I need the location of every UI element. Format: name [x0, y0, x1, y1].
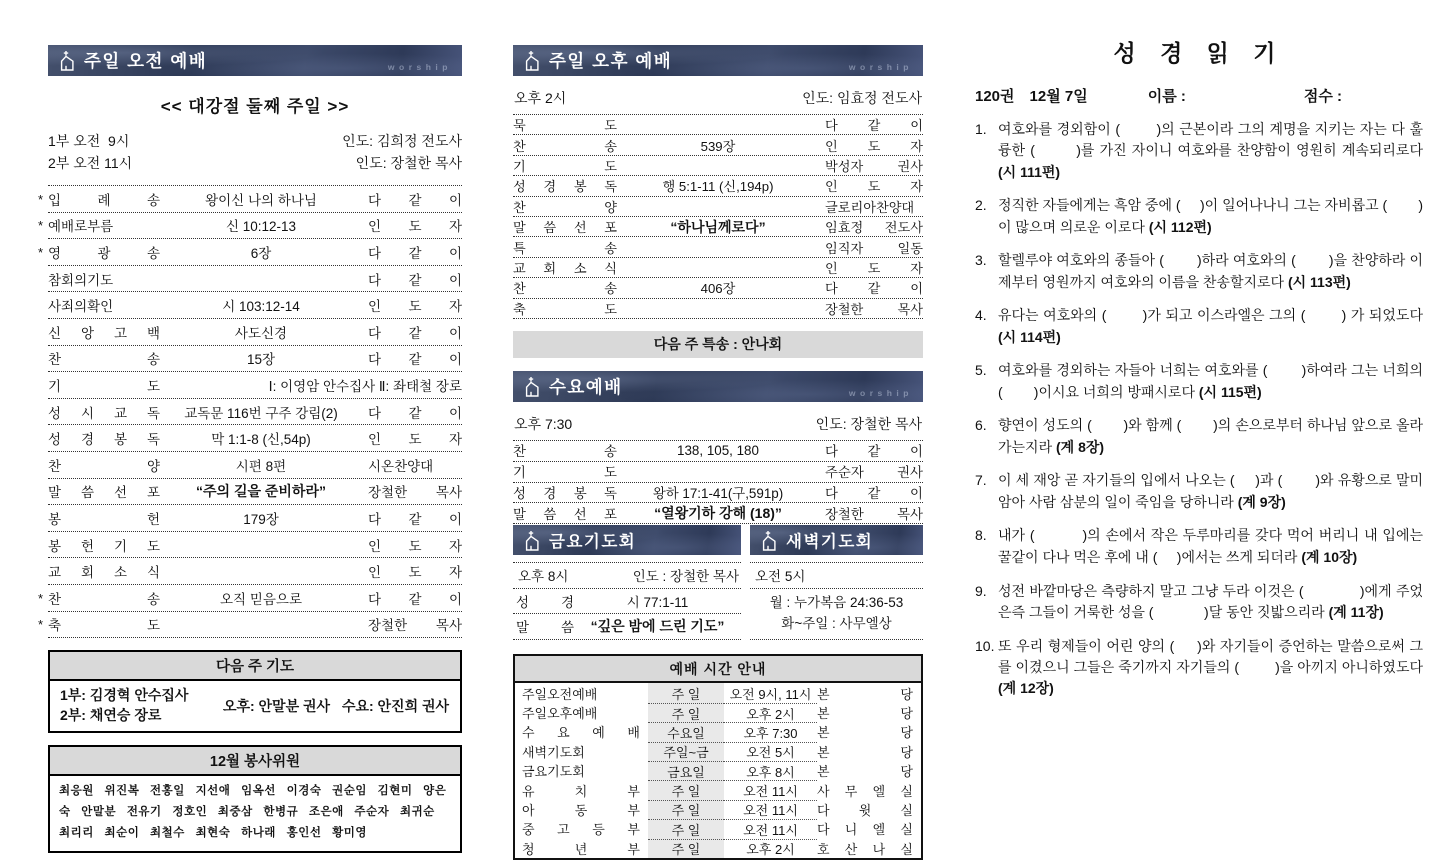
service-place-cell	[817, 819, 921, 838]
service-name: 금요기도회	[522, 764, 585, 780]
friday-scripture: 시 77:1-11	[626, 594, 689, 610]
service-part-1-leader: 인도: 김희정 전도사	[342, 133, 462, 149]
service-time-row	[515, 742, 921, 761]
service-name-cell	[515, 742, 640, 761]
order-item-label: 찬 양	[48, 458, 160, 474]
question-text: 내가 ( )의 손에서 작은 두루마리를 갖다 먹어 버리니 내 입에는 꿀같이 다나 먹은 후에 내 ( )에서는 쓰게 되더라	[998, 527, 1427, 565]
standing-marker: *	[38, 590, 44, 606]
order-item-content: 오직 믿음으로	[220, 591, 302, 607]
order-item-label: 기 도	[513, 158, 617, 174]
afternoon-service-banner	[513, 45, 923, 76]
order-item-person: 다 같 이	[825, 485, 923, 501]
afternoon-info	[514, 88, 922, 108]
order-item-content: 시편 8편	[235, 458, 287, 474]
scripture-reference: (시 111편)	[998, 163, 1061, 180]
order-row	[48, 346, 462, 373]
order-item-label: 성 경 봉 독	[513, 179, 617, 195]
next-week-prayer-title: 다음 주 기도	[50, 652, 460, 681]
order-item-person: 인 도 자	[368, 432, 462, 448]
order-row	[513, 278, 923, 298]
order-item-label: 신 앙 고 백	[48, 325, 160, 341]
dawn-weekday-reading: 화~주일 : 사무엘상	[781, 615, 892, 631]
service-part-1: 1부 오전 9시	[48, 133, 130, 149]
order-item-label: 교 회 소 식	[48, 565, 160, 581]
dawn-time: 오전 5시	[755, 569, 806, 585]
order-item-person: 시온찬양대	[368, 458, 434, 474]
friday-prayer-banner	[513, 525, 741, 555]
bible-reading-section	[975, 28, 1427, 712]
service-times-rows	[515, 683, 921, 858]
afternoon-time: 오후 2시	[514, 90, 567, 106]
bible-reading-header	[975, 85, 1423, 106]
scripture-reference: (시 112편)	[1148, 218, 1212, 235]
service-schedule-line	[48, 130, 462, 152]
order-item-person: 다 같 이	[368, 272, 462, 288]
service-place: 호 산 나 실	[817, 841, 913, 857]
service-place-cell	[817, 761, 921, 780]
service-place: 본 당	[817, 686, 913, 702]
service-place-cell	[817, 722, 921, 741]
service-schedule-line	[48, 152, 462, 174]
service-time: 오전 5시	[724, 742, 817, 761]
order-row	[48, 292, 462, 319]
friday-time-row	[513, 563, 741, 589]
order-item-label: 기 도	[48, 378, 160, 394]
question-number: 7.	[975, 472, 987, 489]
order-item-person: 장철한 목사	[368, 618, 462, 634]
order-item-person: 다 같 이	[368, 192, 462, 208]
order-item-label: 찬 송	[48, 352, 160, 368]
friday-time: 오후 8시	[518, 569, 569, 585]
order-item-label: 묵 도	[513, 118, 617, 134]
section-title: 수요예배	[549, 376, 623, 397]
service-day: 주 일	[648, 819, 724, 838]
order-item-person: 인 도 자	[368, 538, 462, 554]
order-item-content: 138, 105, 180	[677, 443, 759, 459]
order-row	[48, 425, 462, 452]
question-text: 여호와를 경외함이 ( )의 근본이라 그의 계명을 지키는 자는 다 훌륭한 ( )를 가진 자이니 여호와를 찬양함이 영원히 계속되리로다	[998, 121, 1427, 159]
order-item-label: 찬 송	[513, 444, 617, 460]
service-time-row	[515, 722, 921, 741]
order-item-person: 다 같 이	[368, 591, 462, 607]
service-times-title: 예배 시간 안내	[515, 656, 921, 683]
order-row	[38, 213, 462, 240]
wednesday-leader: 인도: 장철한 목사	[815, 415, 922, 432]
section-title: 주일 오후 예배	[549, 51, 673, 71]
service-place-cell	[817, 800, 921, 819]
order-item-person: 다 같 이	[368, 511, 462, 527]
bible-question	[975, 360, 1427, 403]
order-item-content: 신 10:12-13	[225, 219, 297, 235]
church-icon	[524, 530, 541, 551]
order-row	[48, 505, 462, 532]
service-time: 오전 11시	[724, 800, 817, 819]
service-time: 오후 7:30	[724, 722, 817, 741]
volunteers-names: 최응원 위진복 전홍일 지선애 임옥선 이경숙 권순임 김현미 양은숙 안말분 전유기 정호인 최중삼 한병규 조은애 주순자 최귀순 최리리 최순이 최철수 최현숙 하나래 홍인선 황미영	[59, 785, 447, 839]
prayer-banners-row	[513, 525, 923, 555]
service-place-cell	[817, 683, 921, 702]
church-icon	[761, 530, 778, 551]
service-day: 주 일	[648, 839, 724, 858]
bible-question	[975, 525, 1427, 568]
service-name-cell	[515, 819, 640, 838]
next-week-part2: 2부: 채연승 장로	[60, 706, 162, 723]
question-number: 9.	[975, 582, 987, 599]
section-title: 새벽기도회	[786, 533, 874, 552]
service-time-row	[515, 800, 921, 819]
standing-marker: *	[38, 617, 44, 633]
bible-question	[975, 470, 1423, 513]
service-place: 본 당	[817, 725, 913, 741]
order-item-label: 말 씀 선 포	[513, 506, 617, 522]
order-item-person: 다 같 이	[368, 405, 462, 421]
service-place: 다 니 엘 실	[817, 822, 913, 838]
order-item-person: 장철한 목사	[368, 485, 462, 501]
service-time: 오후 2시	[724, 839, 817, 858]
order-item-person: 임효정 전도사	[825, 220, 923, 236]
question-text: 향연이 성도의 ( )와 함께 ( )의 손으로부터 하나님 앞으로 올라가는지라	[998, 417, 1423, 455]
morning-order-of-worship	[38, 185, 462, 638]
bible-questions-list	[975, 119, 1427, 699]
morning-service-banner	[48, 45, 462, 76]
worship-watermark: worship	[848, 62, 913, 72]
order-item-person: 다 같 이	[368, 245, 462, 261]
section-title: 금요기도회	[549, 533, 637, 552]
bible-question	[975, 195, 1423, 238]
church-icon	[524, 50, 541, 71]
afternoon-order-of-worship	[513, 114, 923, 319]
order-item-content: 시 103:12-14	[222, 299, 300, 315]
bible-question	[975, 636, 1427, 700]
service-time: 오전 9시, 11시	[729, 686, 812, 702]
service-name: 주일오전예배	[522, 686, 598, 702]
name-label: 이름 :	[1147, 88, 1186, 105]
service-day: 주 일	[648, 800, 724, 819]
bible-question	[975, 305, 1427, 348]
dawn-time-row	[750, 563, 923, 589]
order-item-label: 예배로부름	[48, 219, 114, 235]
order-item-label: 축 도	[513, 301, 617, 317]
service-place-cell	[817, 780, 921, 799]
order-row	[38, 239, 462, 266]
scripture-reference: (계 12장)	[998, 680, 1054, 697]
service-time: 오후 2시	[724, 703, 817, 722]
order-item-label: 봉 헌	[48, 511, 160, 527]
friday-message: “깊은 밤에 드린 기도”	[590, 618, 725, 635]
church-icon	[524, 376, 541, 397]
dawn-prayer-details	[750, 562, 923, 640]
order-item-label: 성 경 봉 독	[513, 485, 617, 501]
order-item-person: 인 도 자	[368, 565, 462, 581]
service-day: 주일~금	[648, 742, 724, 761]
order-row	[513, 258, 923, 278]
question-number: 5.	[975, 362, 987, 379]
friday-leader: 인도 : 장철한 목사	[632, 569, 739, 585]
order-item-person: 장철한 목사	[825, 301, 923, 317]
service-time: 오후 8시	[724, 761, 817, 780]
order-item-label: 교 회 소 식	[513, 260, 617, 276]
order-row	[38, 585, 462, 612]
order-item-person: 다 같 이	[825, 444, 923, 460]
standing-marker: *	[38, 245, 44, 261]
service-place-cell	[817, 742, 921, 761]
service-name-cell	[515, 761, 640, 780]
order-item-content: “주의 길을 준비하라”	[196, 483, 326, 500]
service-time-row	[515, 819, 921, 838]
service-day: 금요일	[648, 761, 724, 780]
order-item-label: 봉 헌 기 도	[48, 538, 160, 554]
standing-marker: *	[38, 191, 44, 207]
order-item-label: 성 경 봉 독	[48, 432, 160, 448]
question-text: 이 세 재앙 곧 자기들의 입에서 나오는 ( )과 ( )와 유황으로 말미암아 사람 삼분의 일이 죽임을 당하니라	[998, 472, 1423, 510]
order-item-person: 인 도 자	[368, 299, 462, 315]
next-week-prayer-body	[50, 681, 460, 731]
next-week-special-song: 다음 주 특송 : 안나회	[513, 331, 923, 358]
question-text: 성전 바깥마당은 측량하지 말고 그냥 두라 이것은 ( )에게 주었은즉 그들이 거룩한 성을 ( )달 동안 짓밟으리라	[998, 582, 1423, 620]
service-time-row	[515, 683, 921, 702]
order-item-person: 다 같 이	[825, 118, 923, 134]
order-item-person: 박성자 권사	[825, 158, 923, 174]
order-item-content: 179장	[243, 511, 279, 527]
worship-watermark: worship	[387, 62, 452, 72]
friday-scripture-row	[513, 589, 741, 615]
order-item-person: 인 도 자	[825, 260, 923, 276]
wednesday-time: 오후 7:30	[514, 415, 573, 432]
service-times-table	[513, 654, 923, 860]
order-item-label: 찬 송	[48, 591, 160, 607]
afternoon-leader: 인도: 임효정 전도사	[802, 90, 922, 106]
message-label: 말 씀	[516, 620, 574, 636]
question-text: 여호와를 경외하는 자들아 너희는 여호와를 ( )하여라 그는 너희의 ( )이시요 너희의 방패시로다	[998, 362, 1427, 400]
bible-reading-title: 성 경 읽 기	[1113, 40, 1285, 66]
service-name-cell	[515, 683, 640, 702]
order-row	[48, 399, 462, 426]
order-item-person: 인 도 자	[825, 179, 923, 195]
order-item-label: 성 시 교 독	[48, 405, 160, 421]
service-time-row	[515, 839, 921, 858]
order-row	[38, 612, 462, 639]
order-item-person: 다 같 이	[368, 325, 462, 341]
order-item-label: 참회의기도	[48, 272, 114, 288]
scripture-label: 성 경	[516, 594, 574, 610]
service-time-row	[515, 780, 921, 799]
question-number: 10.	[975, 637, 995, 654]
service-day: 주 일	[648, 780, 724, 799]
service-place-cell	[817, 839, 921, 858]
order-item-person: 인 도 자	[368, 219, 462, 235]
order-item-label: 말 씀 선 포	[513, 220, 617, 236]
order-item-content: 왕하 17:1-41(구,591p)	[652, 485, 784, 501]
service-place: 본 당	[817, 764, 913, 780]
order-row	[513, 115, 923, 135]
service-name: 아 동 부	[522, 802, 640, 818]
service-place: 다 윗 실	[817, 802, 913, 818]
middle-column	[513, 45, 923, 860]
order-row	[48, 372, 462, 399]
service-name-cell	[515, 800, 640, 819]
service-place: 본 당	[817, 706, 913, 722]
order-row	[48, 479, 462, 506]
service-name: 수 요 예 배	[522, 725, 640, 741]
order-item-content: 교독문 116번 구주 강림(2)	[184, 405, 338, 421]
volunteers-title: 12월 봉사위원	[50, 747, 460, 776]
order-row	[48, 266, 462, 293]
order-item-content: 6장	[250, 245, 272, 261]
question-text: 정직한 자들에게는 흑암 중에 ( )이 일어나나니 그는 자비롭고 ( )이 많으며 의로운 이로다	[998, 197, 1423, 235]
wednesday-info	[514, 414, 922, 434]
order-item-content: 행 5:1-11 (신,194p)	[662, 179, 774, 195]
question-number: 2.	[975, 197, 987, 214]
service-name: 주일오후예배	[522, 706, 598, 722]
order-item-label: 찬 양	[513, 199, 617, 215]
question-number: 6.	[975, 417, 987, 434]
order-row	[513, 135, 923, 155]
order-item-label: 영 광 송	[48, 245, 160, 261]
scripture-reference: (시 115편)	[1198, 383, 1262, 400]
service-time-row	[515, 703, 921, 722]
order-row	[513, 217, 923, 237]
order-row	[513, 237, 923, 257]
service-name-cell	[515, 722, 640, 741]
wednesday-service-banner	[513, 371, 923, 402]
order-item-content: 539장	[700, 138, 736, 154]
service-name: 청 년 부	[522, 841, 640, 857]
order-item-label: 축 도	[48, 618, 160, 634]
service-day: 수요일	[648, 722, 724, 741]
service-day: 주 일	[648, 683, 724, 702]
order-row	[48, 532, 462, 559]
volume-number: 120권	[975, 88, 1015, 105]
wednesday-order-of-worship	[513, 440, 923, 524]
order-row	[48, 558, 462, 585]
friday-message-row	[513, 614, 741, 640]
order-row	[513, 197, 923, 217]
score-label: 점수 :	[1303, 88, 1343, 105]
next-week-afternoon: 오후: 안말분 권사	[222, 697, 331, 714]
order-item-person: 다 같 이	[368, 352, 462, 368]
order-item-content: 막 1:1-8 (신,54p)	[211, 432, 311, 448]
order-row	[513, 299, 923, 319]
question-text: 또 우리 형제들이 어린 양의 ( )와 자기들이 증언하는 말씀으로써 그를 이겼으니 그들은 죽기까지 자기들의 ( )을 아끼지 아니하였도다	[998, 637, 1427, 675]
next-week-part1: 1부: 김경혁 안수집사	[60, 687, 189, 704]
volunteers-box	[48, 745, 462, 853]
reading-date: 12월 7일	[1029, 88, 1088, 105]
order-item-person: 글로리아찬양대	[825, 199, 915, 215]
order-row	[513, 156, 923, 176]
service-place: 본 당	[817, 744, 913, 760]
next-week-prayer-box	[48, 650, 462, 733]
dawn-monday-reading: 월 : 누가복음 24:36-53	[769, 594, 904, 610]
order-item-person: 주순자 권사	[825, 465, 923, 481]
next-week-wednesday: 수요: 안진희 권사	[341, 697, 450, 714]
service-place: 사 무 엘 실	[817, 783, 913, 799]
order-item-content: 406장	[700, 281, 736, 297]
order-item-label: 특 송	[513, 240, 617, 256]
standing-marker: *	[38, 218, 44, 234]
order-row	[513, 462, 923, 483]
service-part-2-leader: 인도: 장철한 목사	[355, 155, 462, 171]
order-item-person: 장철한 목사	[825, 506, 923, 522]
order-item-person: 인 도 자	[825, 138, 923, 154]
sunday-theme: << 대강절 둘째 주일 >>	[160, 97, 350, 116]
question-number: 3.	[975, 252, 987, 269]
service-name: 새벽기도회	[522, 744, 585, 760]
scripture-reference: (시 113편)	[1287, 273, 1351, 290]
order-item-content: 15장	[246, 352, 276, 368]
question-text: 유다는 여호와의 ( )가 되고 이스라엘은 그의 ( ) 가 되었도다	[998, 307, 1427, 324]
order-item-content: 왕이신 나의 하나님	[205, 192, 317, 208]
friday-prayer-details	[513, 562, 741, 640]
church-icon	[59, 50, 76, 71]
order-item-label: 입 례 송	[48, 192, 160, 208]
service-name-cell	[515, 839, 640, 858]
service-place-cell	[817, 703, 921, 722]
service-time: 오전 11시	[724, 780, 817, 799]
service-day: 주 일	[648, 703, 724, 722]
bible-question	[975, 119, 1427, 183]
service-time: 오전 11시	[724, 819, 817, 838]
order-item-label: 기 도	[513, 465, 617, 481]
scripture-reference: (계 9장)	[1237, 493, 1286, 510]
bible-question	[975, 581, 1423, 624]
service-schedule	[48, 130, 462, 174]
next-week-prayer-parts	[60, 686, 212, 725]
scripture-reference: (계 8장)	[1056, 438, 1105, 455]
order-item-label: 찬 송	[513, 281, 617, 297]
prayer-details-row	[513, 555, 923, 640]
order-item-content: “하나님께로다”	[670, 218, 766, 235]
morning-service-section	[38, 45, 462, 853]
scripture-reference: (계 11장)	[1328, 603, 1384, 620]
order-item-content: “열왕기하 강해 (18)”	[654, 505, 782, 522]
dawn-prayer-banner	[750, 525, 923, 555]
order-item-label: 찬 송	[513, 138, 617, 154]
question-number: 8.	[975, 527, 987, 544]
order-row	[48, 319, 462, 346]
service-name-cell	[515, 703, 640, 722]
question-number: 4.	[975, 307, 987, 324]
order-item-label: 말 씀 선 포	[48, 485, 160, 501]
order-row	[513, 503, 923, 524]
order-item-label: 사죄의확인	[48, 299, 114, 315]
order-row	[48, 452, 462, 479]
order-row	[513, 483, 923, 504]
scripture-reference: (시 114편)	[998, 328, 1061, 345]
bible-question	[975, 250, 1423, 293]
order-row	[513, 441, 923, 462]
order-item-person: 임직자 일동	[825, 240, 923, 256]
service-time-row	[515, 761, 921, 780]
question-text: 할렐루야 여호와의 종들아 ( )하라 여호와의 ( )을 찬양하라 이제부터 영원까지 여호와의 이름을 찬송할지로다	[998, 252, 1423, 290]
order-item-content: 사도신경	[234, 325, 288, 341]
order-row	[38, 186, 462, 213]
service-name: 유 치 부	[522, 783, 640, 799]
worship-watermark: worship	[848, 387, 913, 398]
order-row	[513, 176, 923, 196]
order-item-person: Ⅰ: 이영암 안수집사 Ⅱ: 좌태철 장로	[268, 378, 462, 394]
order-item-person: 다 같 이	[825, 281, 923, 297]
section-title: 주일 오전 예배	[84, 51, 208, 71]
service-name: 중 고 등 부	[522, 822, 640, 838]
service-name-cell	[515, 780, 640, 799]
dawn-readings	[750, 589, 923, 641]
bible-question	[975, 415, 1423, 458]
question-number: 1.	[975, 121, 987, 137]
service-part-2: 2부 오전 11시	[48, 155, 133, 171]
scripture-reference: (계 10장)	[1301, 548, 1358, 565]
